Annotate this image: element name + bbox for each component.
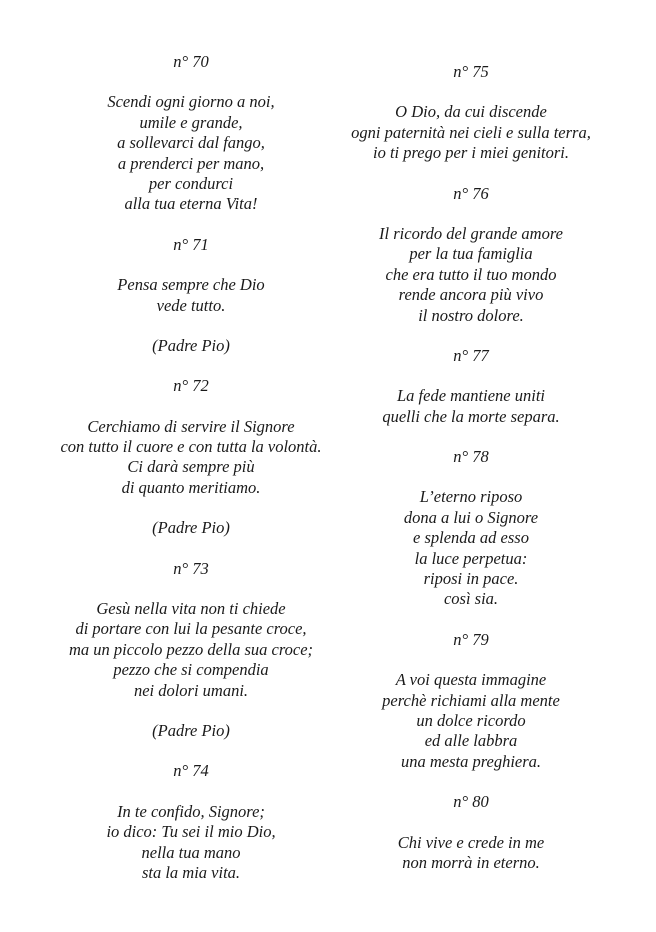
verse-line: nella tua mano bbox=[141, 842, 241, 862]
verse-line: Chi vive e crede in me bbox=[397, 832, 545, 852]
verse-line: perchè richiami alla mente bbox=[382, 690, 560, 710]
verse-line: quelli che la morte separa. bbox=[382, 406, 560, 426]
verse-line: pezzo che si compendia bbox=[113, 660, 269, 680]
verse-line: la luce perpetua: bbox=[414, 548, 528, 568]
verse-line: un dolce ricordo bbox=[416, 710, 526, 730]
prayer-74 bbox=[40, 761, 342, 883]
attribution: (Padre Pio) bbox=[152, 720, 230, 740]
prayer-79 bbox=[318, 630, 624, 772]
attribution: (Padre Pio) bbox=[152, 335, 230, 355]
verse-line: A voi questa immagine bbox=[395, 670, 547, 690]
verse-line: ogni paternità nei cieli e sulla terra, bbox=[351, 122, 591, 142]
verse-line: a prenderci per mano, bbox=[117, 153, 265, 173]
prayer-77 bbox=[318, 346, 624, 427]
verse-line: che era tutto il tuo mondo bbox=[385, 264, 557, 284]
verse-line: umile e grande, bbox=[139, 112, 243, 132]
prayer-number: n° 79 bbox=[453, 629, 489, 649]
verse-line: L’eterno riposo bbox=[419, 487, 523, 507]
prayer-number: n° 80 bbox=[453, 792, 489, 812]
verse-line: Pensa sempre che Dio bbox=[117, 275, 265, 295]
verse-line: nei dolori umani. bbox=[133, 680, 249, 700]
verse-line: La fede mantiene uniti bbox=[396, 386, 546, 406]
prayer-number: n° 74 bbox=[173, 761, 209, 781]
verse-line: riposi in pace. bbox=[423, 569, 519, 589]
attribution: (Padre Pio) bbox=[152, 518, 230, 538]
prayer-78 bbox=[318, 447, 624, 610]
verse-line: io ti prego per i miei genitori. bbox=[373, 143, 569, 163]
verse-line: a sollevarci dal fango, bbox=[117, 133, 265, 153]
verse-line: Il ricordo del grande amore bbox=[379, 223, 563, 243]
verse-line: di quanto meritiamo. bbox=[121, 477, 261, 497]
verse-line: di portare con lui la pesante croce, bbox=[75, 619, 307, 639]
verse-line: una mesta preghiera. bbox=[400, 751, 542, 771]
prayer-number: n° 76 bbox=[453, 183, 489, 203]
prayer-71 bbox=[40, 235, 342, 357]
verse-line: rende ancora più vivo bbox=[398, 285, 544, 305]
verse-line: per la tua famiglia bbox=[409, 244, 533, 264]
verse-line: per condurci bbox=[148, 173, 234, 193]
prayer-75 bbox=[318, 62, 624, 164]
prayer-80 bbox=[318, 792, 624, 873]
verse-line: non morrà in eterno. bbox=[402, 852, 540, 872]
verse-line: così sia. bbox=[443, 589, 499, 609]
prayer-number: n° 77 bbox=[453, 345, 489, 365]
prayer-number: n° 73 bbox=[173, 558, 209, 578]
right-column bbox=[318, 62, 624, 873]
prayer-70 bbox=[40, 52, 342, 215]
verse-line: Scendi ogni giorno a noi, bbox=[107, 92, 275, 112]
prayer-76 bbox=[318, 184, 624, 326]
verse-line: sta la mia vita. bbox=[141, 862, 241, 882]
prayer-72 bbox=[40, 376, 342, 538]
prayer-number: n° 70 bbox=[173, 52, 209, 71]
verse-line: io dico: Tu sei il mio Dio, bbox=[106, 822, 276, 842]
verse-line: vede tutto. bbox=[156, 295, 226, 315]
prayer-73 bbox=[40, 559, 342, 742]
verse-line: Ci darà sempre più bbox=[127, 457, 255, 477]
verse-line: ma un piccolo pezzo della sua croce; bbox=[68, 639, 314, 659]
prayer-number: n° 75 bbox=[453, 62, 489, 81]
verse-line: Cerchiamo di servire il Signore bbox=[87, 416, 295, 436]
prayer-number: n° 71 bbox=[173, 234, 209, 254]
verse-line: alla tua eterna Vita! bbox=[124, 194, 258, 214]
verse-line: con tutto il cuore e con tutta la volontà. bbox=[60, 437, 322, 457]
verse-line: e splenda ad esso bbox=[413, 528, 529, 548]
prayer-number: n° 78 bbox=[453, 447, 489, 467]
verse-line: il nostro dolore. bbox=[418, 305, 524, 325]
verse-line: ed alle labbra bbox=[424, 731, 518, 751]
verse-line: Gesù nella vita non ti chiede bbox=[96, 599, 286, 619]
verse-line: In te confido, Signore; bbox=[117, 801, 265, 821]
verse-line: O Dio, da cui discende bbox=[395, 102, 547, 122]
prayer-number: n° 72 bbox=[173, 376, 209, 396]
left-column bbox=[40, 52, 342, 883]
verse-line: dona a lui o Signore bbox=[403, 507, 539, 527]
